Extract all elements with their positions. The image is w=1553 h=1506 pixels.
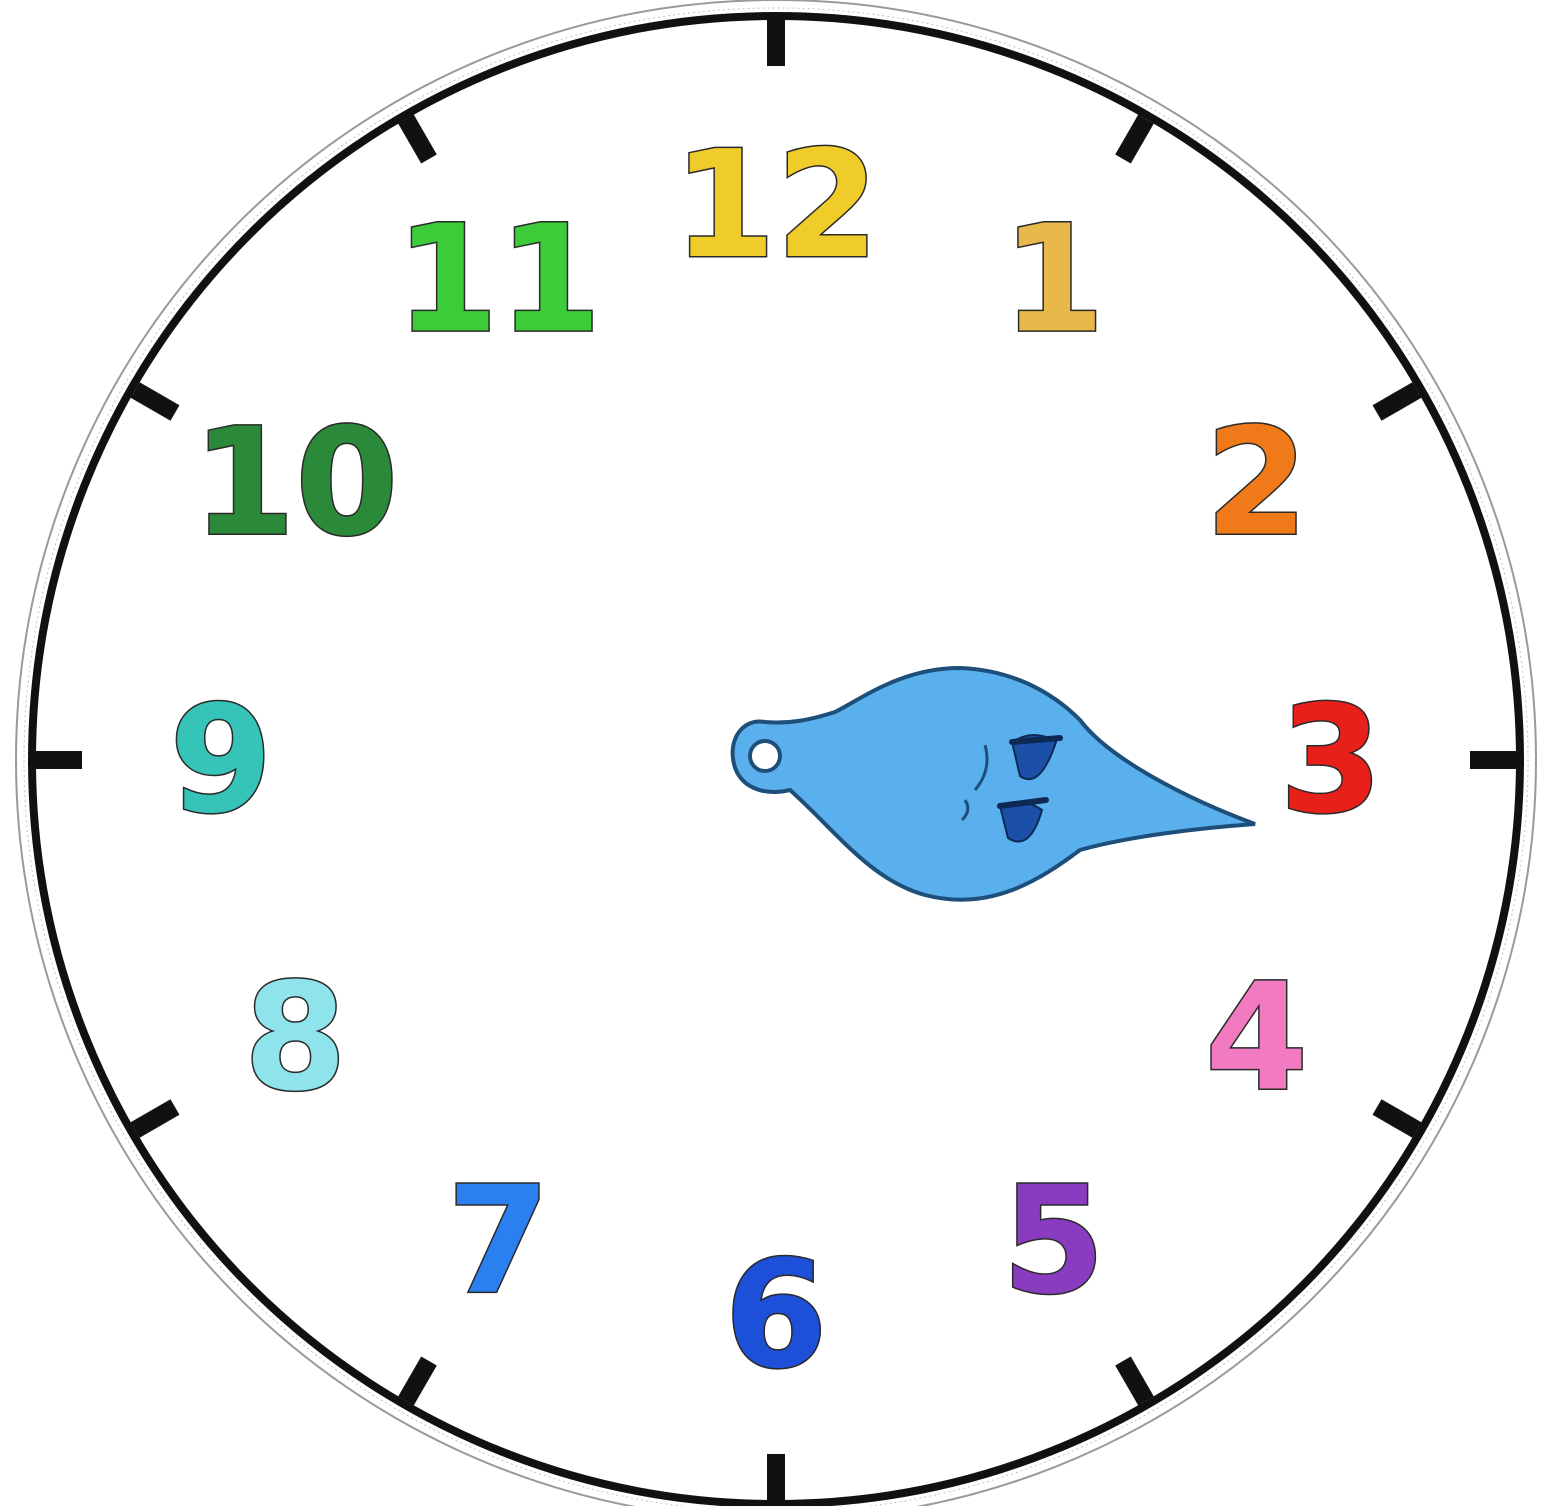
numeral-4: 4 xyxy=(1205,951,1309,1124)
hour-hand-pivot-hole xyxy=(750,741,780,771)
numeral-6: 6 xyxy=(724,1229,828,1401)
numeral-1: 1 xyxy=(1002,193,1105,366)
numeral-8: 8 xyxy=(243,951,347,1124)
numeral-2: 2 xyxy=(1205,396,1309,569)
numeral-3: 3 xyxy=(1279,674,1383,846)
numeral-9: 9 xyxy=(169,674,273,846)
numeral-12: 12 xyxy=(673,119,879,291)
numeral-10: 10 xyxy=(192,396,399,569)
numeral-7: 7 xyxy=(447,1154,550,1327)
numeral-5: 5 xyxy=(1002,1154,1105,1327)
numeral-11: 11 xyxy=(395,193,602,366)
